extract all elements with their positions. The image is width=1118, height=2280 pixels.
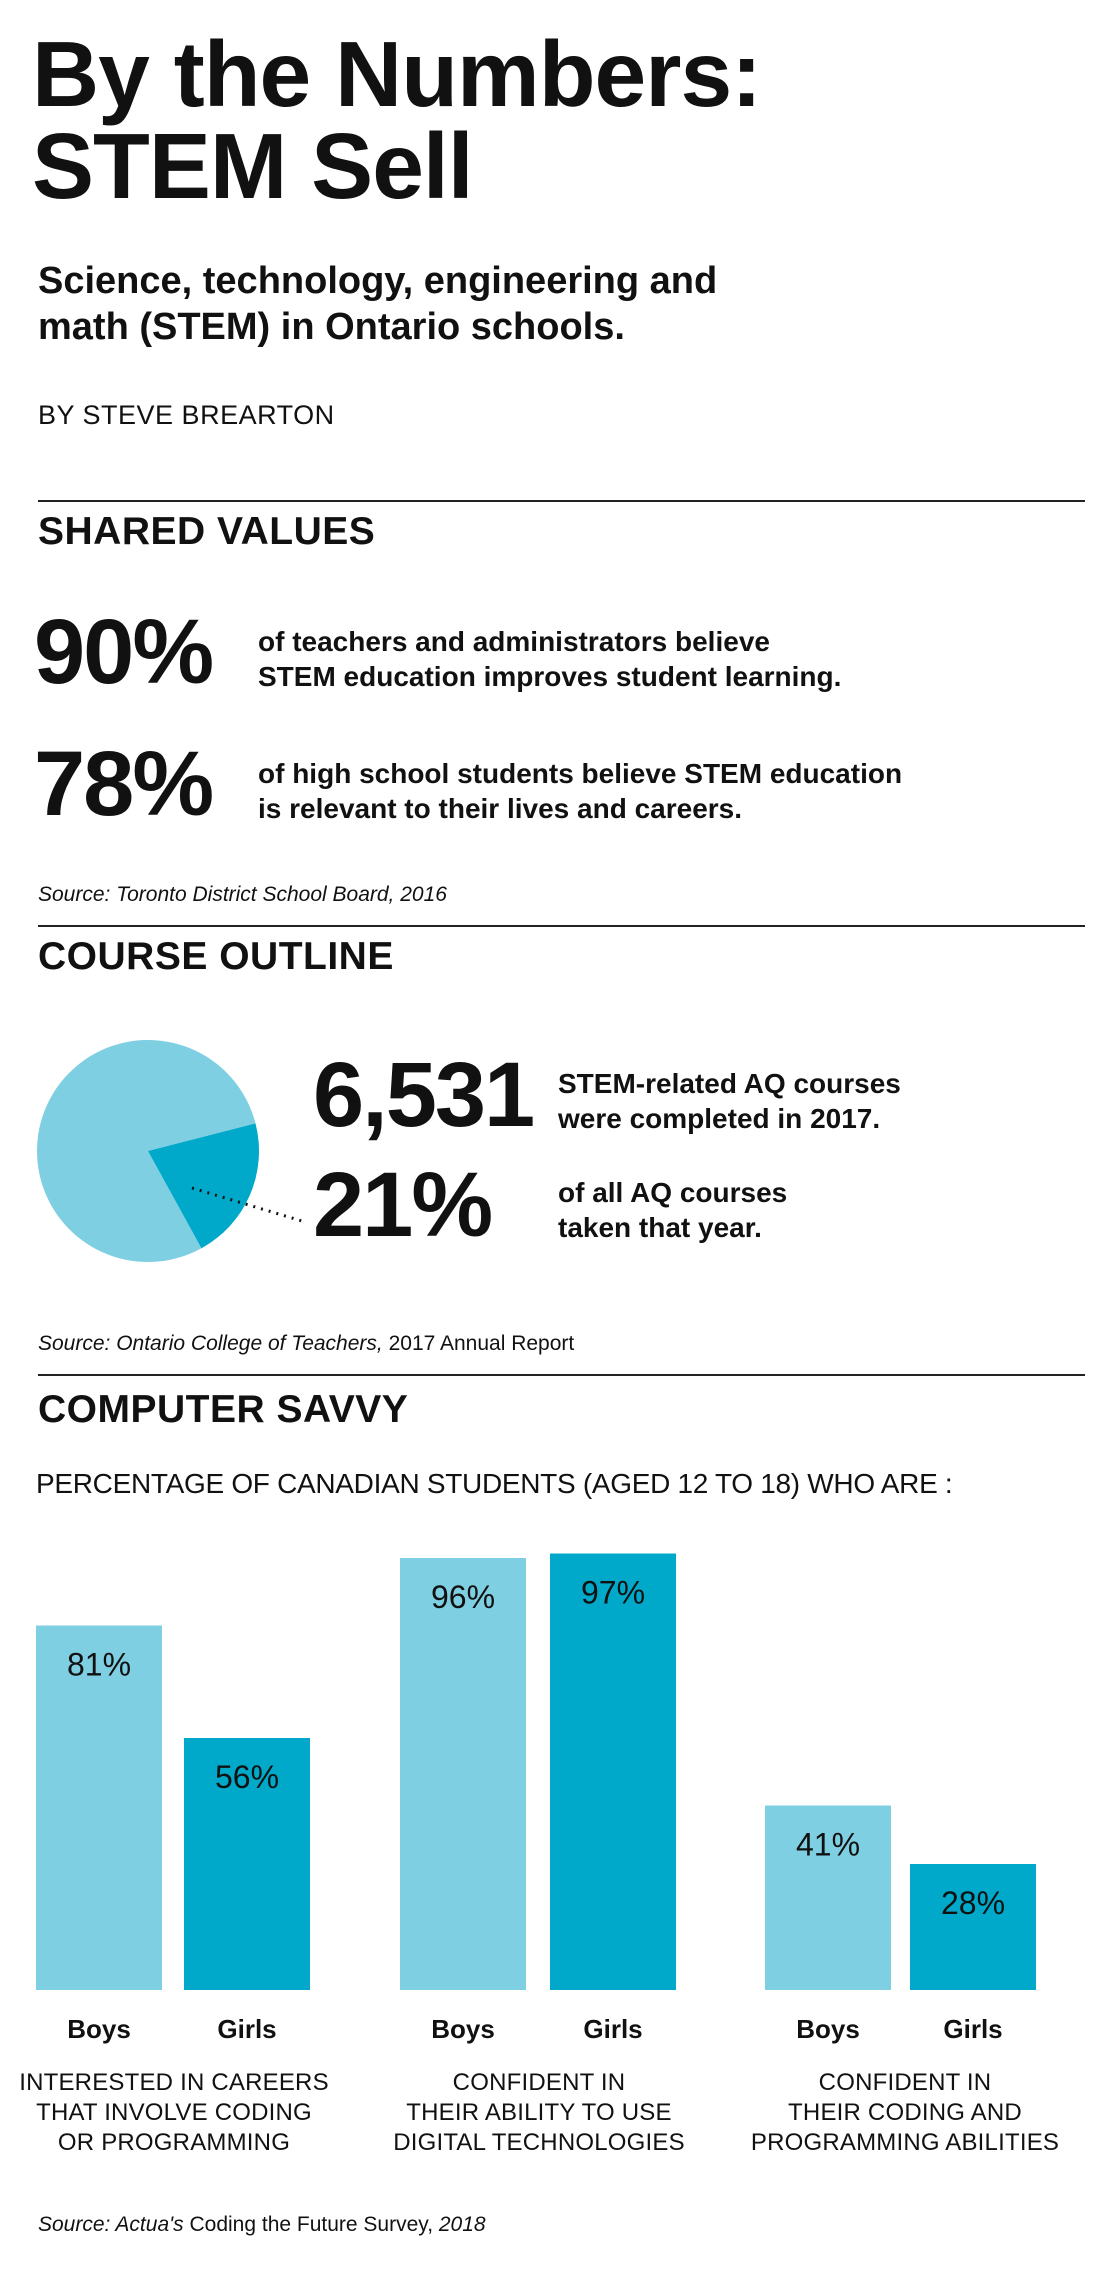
group-label-line: CONFIDENT IN [452,2069,626,2096]
course-share-description [558,1175,787,1245]
bar-girls [550,1554,676,1991]
divider [38,500,1085,502]
group-label-line: THEIR CODING AND [788,2099,1022,2126]
section-heading-course-outline: COURSE OUTLINE [38,935,394,978]
bar-boys [400,1558,526,1990]
page-title [32,22,762,218]
group-label [735,2068,1075,2158]
group-label-line: THAT INVOLVE CODING [36,2099,312,2126]
bar-category-label: Boys [796,2014,860,2044]
group-label [4,2068,344,2158]
stat-line: is relevant to their lives and careers. [258,793,743,824]
page-subtitle: Science, technology, engineering and math (STEM) in Ontario schools. [38,260,718,348]
divider [38,1374,1085,1376]
bar-category-label: Girls [943,2014,1003,2044]
bar-category-label: Boys [67,2014,131,2044]
source-note: Source: Toronto District School Board, 2016 [38,883,447,906]
stat-line: taken that year. [558,1212,762,1243]
stat-description [258,756,902,826]
course-count: 6,531 [313,1044,534,1146]
source-italic: Source: Actua's [38,2213,184,2236]
course-count-description [558,1066,901,1136]
group-label-line: THEIR ABILITY TO USE [406,2099,672,2126]
byline: BY STEVE BREARTON [38,400,335,430]
section-heading-computer-savvy: COMPUTER SAVVY [38,1388,409,1431]
bar-value-label: 81% [66,1646,132,1683]
bar-category-label: Girls [217,2014,277,2044]
bar-value-label: 96% [430,1579,496,1615]
stat-line: of all AQ courses [558,1177,788,1208]
bar-value-label: 56% [214,1759,280,1795]
divider [38,925,1085,927]
stat-line: STEM education improves student learning. [258,661,842,692]
stat-line: STEM-related AQ courses [558,1068,901,1099]
source-plain: 2017 Annual Report [382,1332,575,1355]
source-note [38,2213,486,2237]
chart-subheading: PERCENTAGE OF CANADIAN STUDENTS (AGED 12 TO 18) WHO ARE : [36,1468,953,1499]
group-label-line: INTERESTED IN CAREERS [19,2069,329,2096]
group-label-line: OR PROGRAMMING [57,2129,291,2156]
group-label-line: PROGRAMMING ABILITIES [750,2129,1060,2156]
source-italic: 2018 [433,2213,486,2236]
title-line-1: By the Numbers: [32,22,762,126]
stat-line: were completed in 2017. [558,1103,881,1134]
title-line-2: STEM Sell [32,114,473,218]
bar-value-label: 41% [795,1826,861,1863]
bar-chart [0,1530,1118,2050]
source-italic: Source: Ontario College of Teachers, [38,1332,383,1355]
stat-value: 78% [34,733,213,835]
bar-value-label: 97% [580,1574,646,1611]
bar-category-label: Girls [583,2014,643,2044]
group-label-line: DIGITAL TECHNOLOGIES [393,2129,685,2156]
source-note [38,1332,574,1356]
stat-line: of high school students believe STEM education [258,758,903,789]
stat-line: of teachers and administrators believe [258,626,770,657]
group-label-line: CONFIDENT IN [818,2069,992,2096]
bar-girls [910,1864,1036,1990]
stat-description [258,624,841,694]
bar-value-label: 28% [940,1885,1006,1921]
group-label [369,2068,709,2158]
course-share: 21% [313,1154,492,1256]
stat-value: 90% [34,601,213,703]
source-plain: Coding the Future Survey, [183,2213,434,2236]
pie-chart [0,1020,320,1280]
bar-category-label: Boys [431,2014,495,2044]
section-heading-shared-values: SHARED VALUES [38,510,376,553]
